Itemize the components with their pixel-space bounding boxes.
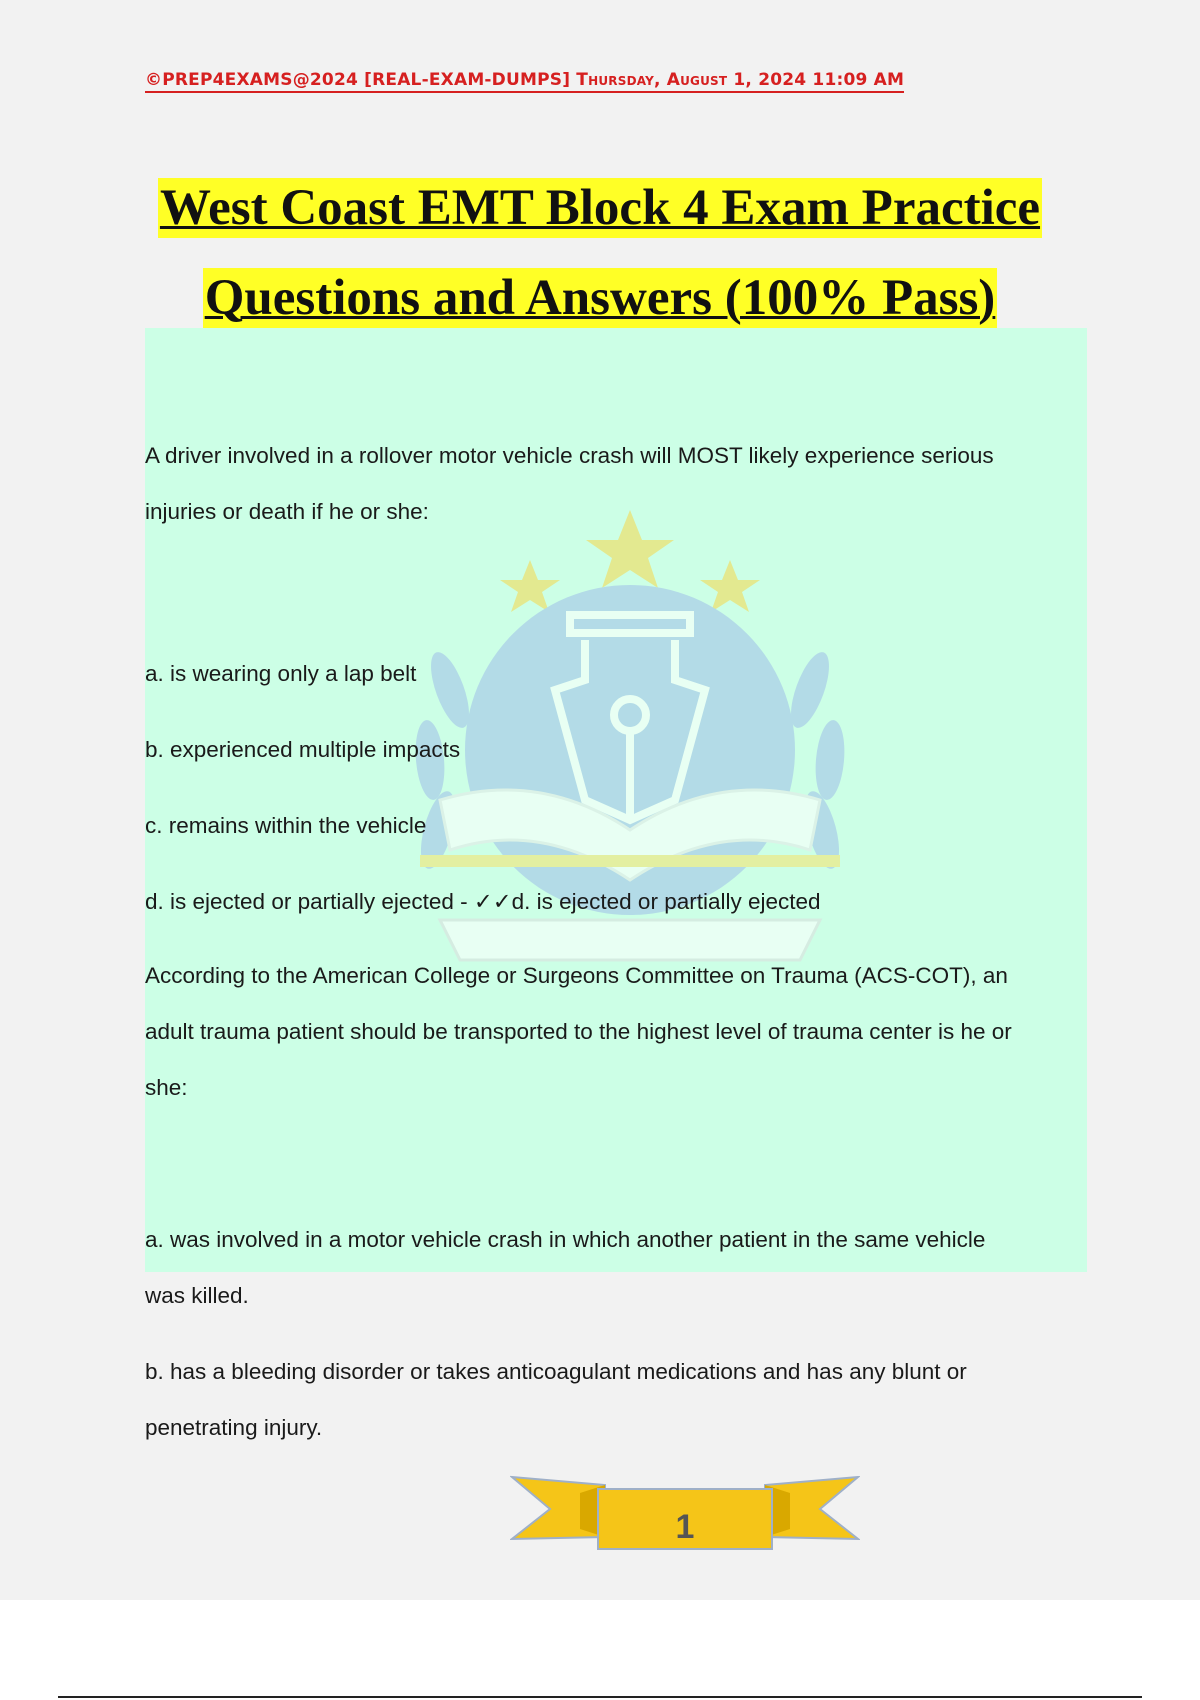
page-bottom-margin: [0, 1600, 1200, 1700]
option-b-line-1: b. has a bleeding disorder or takes anticoagulant medications and has any blunt or: [145, 1359, 967, 1384]
question-1-stem-line-2: injuries or death if he or she:: [145, 499, 429, 524]
question-2-option-b: [145, 1344, 1090, 1456]
page-number: 1: [675, 1508, 695, 1546]
option-a: a. is wearing only a lap belt: [145, 661, 417, 686]
document-title: [0, 178, 1200, 328]
question-1-options: [145, 636, 1090, 940]
question-1-stem-line-1: A driver involved in a rollover motor vehicle crash will MOST likely experience serious: [145, 443, 994, 468]
option-a-line-2: was killed.: [145, 1283, 249, 1308]
option-a-line-1: a. was involved in a motor vehicle crash in which another patient in the same vehicle: [145, 1227, 986, 1252]
question-2: [145, 948, 1090, 1116]
question-2-stem-line-1: According to the American College or Surgeons Committee on Trauma (ACS-COT), an: [145, 963, 1008, 988]
title-line-2: Questions and Answers (100% Pass): [204, 270, 996, 326]
question-1: [145, 428, 1090, 540]
option-b-line-2: penetrating injury.: [145, 1415, 323, 1440]
option-b: b. experienced multiple impacts: [145, 737, 461, 762]
bottom-rule: [58, 1696, 1142, 1698]
question-2-stem-line-2: adult trauma patient should be transported to the highest level of trauma center is he or: [145, 1019, 1012, 1044]
option-c: c. remains within the vehicle: [145, 813, 427, 838]
question-2-stem-line-3: she:: [145, 1075, 188, 1100]
title-line-1: West Coast EMT Block 4 Exam Practice: [159, 180, 1041, 236]
option-d-answer: d. is ejected or partially ejected - ✓✓d. is ejected or partially ejected: [145, 889, 821, 914]
header-watermark-text: ©PREP4EXAMS@2024 [REAL-EXAM-DUMPS] Thursday, August 1, 2024 11:09 AM: [145, 70, 904, 93]
question-2-option-a: [145, 1212, 1090, 1324]
